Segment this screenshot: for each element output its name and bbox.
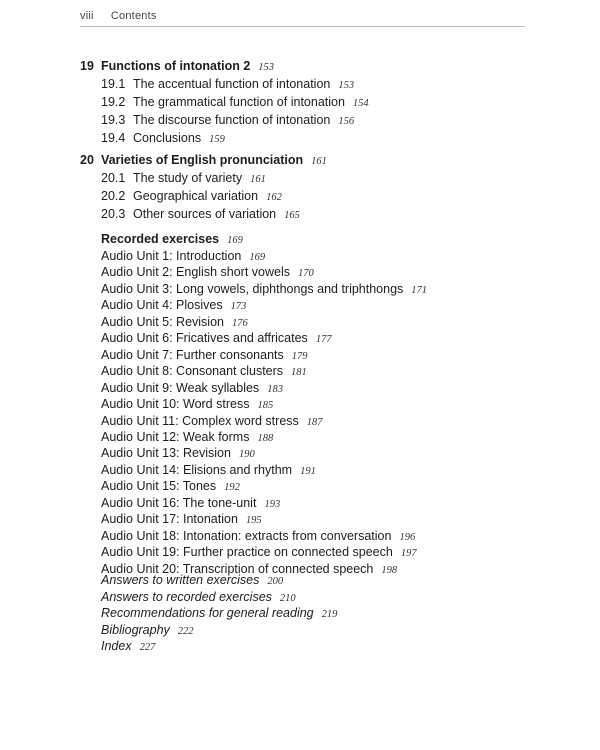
audio-unit-title: Audio Unit 6: Fricatives and affricates — [101, 331, 308, 346]
audio-unit-title: Audio Unit 13: Revision — [101, 446, 231, 461]
audio-unit-page: 195 — [245, 515, 262, 527]
chapter-title[interactable] — [80, 152, 327, 170]
audio-unit-entry[interactable] — [101, 348, 427, 364]
audio-unit-title: Audio Unit 15: Tones — [101, 479, 217, 494]
section-entry[interactable] — [80, 94, 369, 112]
section-title: The discourse function of intonation — [133, 113, 331, 127]
audio-unit-entry[interactable] — [101, 397, 427, 413]
recorded-exercises-title: Recorded exercises — [101, 232, 220, 246]
back-matter-page: 219 — [321, 609, 338, 620]
audio-unit-page: 176 — [231, 317, 248, 329]
recorded-exercises-page: 169 — [227, 235, 243, 246]
section-number: 20.2 — [101, 189, 126, 203]
section-page: 153 — [338, 80, 355, 91]
audio-unit-title: Audio Unit 18: Intonation: extracts from conversation — [101, 528, 392, 543]
audio-unit-title: Audio Unit 9: Weak syllables — [101, 380, 260, 395]
recorded-exercises — [101, 231, 427, 578]
section-title: Conclusions — [133, 131, 202, 145]
back-matter-title: Index — [101, 639, 132, 653]
section-page: 159 — [209, 134, 225, 145]
audio-unit-page: 196 — [399, 531, 416, 543]
header-title: Contents — [110, 10, 157, 22]
audio-unit-entry[interactable] — [101, 298, 427, 314]
audio-unit-title: Audio Unit 12: Weak forms — [101, 429, 250, 444]
audio-unit-page: 177 — [315, 334, 332, 346]
section-title: The grammatical function of intonation — [133, 95, 345, 109]
back-matter-title: Answers to recorded exercises — [101, 589, 272, 604]
audio-unit-page: 173 — [230, 301, 247, 313]
section-number: 20.1 — [101, 171, 126, 185]
audio-unit-page: 192 — [224, 482, 240, 494]
section-page: 165 — [284, 210, 300, 221]
section-page: 161 — [250, 174, 266, 185]
audio-unit-title: Audio Unit 7: Further consonants — [101, 347, 284, 362]
back-matter-page: 227 — [139, 642, 156, 653]
audio-unit-title: Audio Unit 8: Consonant clusters — [101, 364, 284, 379]
back-matter-page: 222 — [177, 625, 194, 637]
audio-unit-title: Audio Unit 19: Further practice on connected speech — [101, 545, 393, 560]
audio-unit-entry[interactable] — [101, 512, 427, 528]
audio-unit-entry[interactable] — [101, 529, 427, 545]
audio-unit-title: Audio Unit 3: Long vowels, diphthongs and triphthongs — [101, 281, 404, 296]
audio-unit-entry[interactable] — [101, 414, 427, 430]
back-matter-page: 210 — [279, 592, 296, 604]
audio-unit-page: 187 — [306, 416, 323, 428]
audio-unit-title: Audio Unit 11: Complex word stress — [101, 413, 299, 428]
audio-unit-entry[interactable] — [101, 381, 427, 397]
audio-unit-title: Audio Unit 5: Revision — [101, 314, 224, 329]
section-title: Other sources of variation — [133, 207, 277, 221]
section-page: 154 — [352, 98, 369, 109]
header-page-number: viii — [80, 10, 94, 22]
running-header — [80, 10, 525, 27]
audio-unit-page: 198 — [381, 564, 398, 576]
audio-unit-page: 179 — [291, 350, 308, 362]
audio-unit-title: Audio Unit 16: The tone-unit — [101, 495, 257, 510]
section-entry[interactable] — [80, 76, 369, 94]
audio-unit-entry[interactable] — [101, 479, 427, 495]
audio-unit-page: 169 — [249, 252, 266, 263]
section-entry[interactable] — [80, 130, 369, 148]
recorded-exercises-heading[interactable] — [101, 231, 427, 249]
audio-unit-title: Audio Unit 4: Plosives — [101, 298, 223, 313]
back-matter-title: Answers to written exercises — [101, 573, 260, 587]
audio-unit-title: Audio Unit 14: Elisions and rhythm — [101, 462, 293, 477]
audio-unit-title: Audio Unit 17: Intonation — [101, 512, 238, 527]
audio-unit-page: 185 — [257, 400, 274, 412]
audio-unit-entry[interactable] — [101, 430, 427, 446]
audio-unit-page: 170 — [297, 268, 314, 280]
audio-unit-page: 193 — [264, 498, 281, 510]
chapter-19 — [80, 58, 369, 148]
chapter-title[interactable] — [80, 58, 369, 76]
chapter-page: 153 — [258, 62, 275, 73]
audio-unit-entry[interactable] — [101, 463, 427, 479]
chapter-page: 161 — [311, 156, 327, 167]
chapter-name: Functions of intonation 2 — [101, 59, 251, 73]
back-matter — [101, 573, 337, 656]
chapter-name: Varieties of English pronunciation — [101, 153, 304, 167]
audio-unit-title: Audio Unit 10: Word stress — [101, 397, 250, 412]
section-number: 19.4 — [101, 131, 126, 145]
chapter-number: 20 — [80, 153, 94, 167]
back-matter-entry[interactable] — [101, 590, 337, 607]
audio-unit-entry[interactable] — [101, 315, 427, 331]
audio-unit-page: 181 — [291, 367, 307, 379]
back-matter-entry[interactable] — [101, 573, 337, 590]
back-matter-title: Recommendations for general reading — [101, 606, 314, 620]
audio-unit-entry[interactable] — [101, 331, 427, 347]
section-entry[interactable] — [80, 112, 369, 130]
audio-unit-title: Audio Unit 2: English short vowels — [101, 265, 290, 280]
audio-unit-entry[interactable] — [101, 496, 427, 512]
audio-unit-page: 183 — [267, 383, 283, 395]
section-title: The accentual function of intonation — [133, 77, 331, 91]
back-matter-page: 200 — [267, 576, 284, 587]
section-page: 162 — [266, 192, 282, 203]
audio-unit-page: 190 — [238, 449, 255, 461]
back-matter-entry[interactable] — [101, 606, 337, 623]
back-matter-title: Bibliography — [101, 622, 170, 637]
audio-unit-page: 197 — [400, 548, 417, 560]
audio-unit-entry[interactable] — [101, 282, 427, 298]
audio-unit-title: Audio Unit 1: Introduction — [101, 249, 242, 263]
audio-unit-entry[interactable] — [101, 249, 427, 265]
back-matter-entry[interactable] — [101, 639, 337, 656]
audio-unit-page: 171 — [411, 284, 428, 296]
section-number: 19.3 — [101, 113, 126, 127]
section-title: Geographical variation — [133, 189, 259, 203]
audio-unit-entry[interactable] — [101, 545, 427, 561]
audio-unit-entry[interactable] — [101, 265, 427, 281]
audio-unit-title: Audio Unit 20: Transcription of connected speech — [101, 561, 374, 576]
section-title: The study of variety — [133, 171, 243, 185]
section-number: 20.3 — [101, 207, 126, 221]
chapter-20 — [80, 152, 327, 224]
audio-unit-page: 191 — [300, 465, 316, 477]
section-number: 19.1 — [101, 77, 126, 91]
section-entry[interactable] — [80, 206, 327, 224]
section-entry[interactable] — [80, 170, 327, 188]
audio-unit-page: 188 — [257, 432, 274, 444]
audio-unit-entry[interactable] — [101, 364, 427, 380]
section-entry[interactable] — [80, 188, 327, 206]
back-matter-entry[interactable] — [101, 623, 337, 640]
audio-unit-entry[interactable] — [101, 446, 427, 462]
section-page: 156 — [338, 116, 355, 127]
section-number: 19.2 — [101, 95, 126, 109]
chapter-number: 19 — [80, 59, 94, 73]
